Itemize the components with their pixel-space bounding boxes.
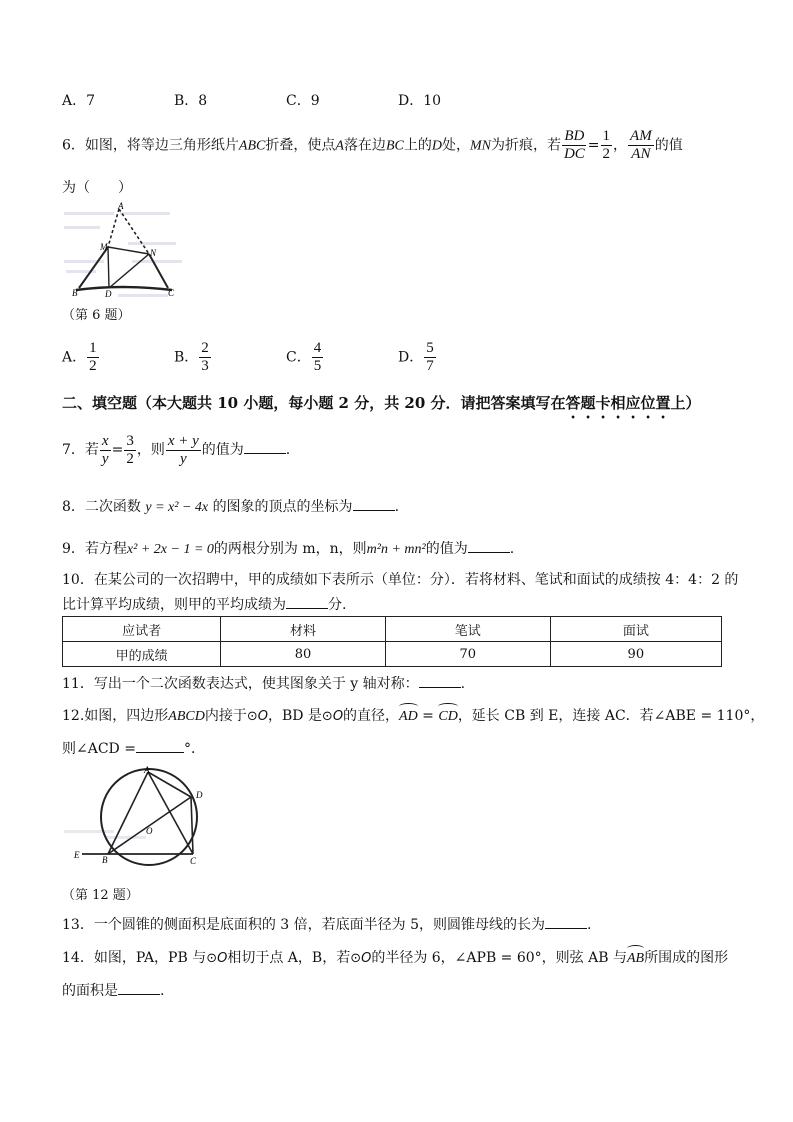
q5-option-d: D．10 [398, 93, 442, 109]
q7: 7．若 $\frac{x}{y}$ = $\frac{3}{2}$ ，则 $\frac{x + y}{y}$ 的值为 . [62, 432, 291, 467]
q6-ratio-am-an: $\frac{AM}{AN}$ [630, 128, 652, 162]
q13: 13．一个圆锥的侧面积是底面积的 3 倍，若底面半径为 5，则圆锥母线的长为 . [62, 914, 591, 935]
q6-option-a: A． $\frac{1}{2}$ [62, 340, 97, 374]
q10-score-table [62, 616, 722, 667]
q6-ratio-one-half: $\frac{1}{2}$ [602, 128, 611, 162]
table-header: 应试者 [63, 617, 221, 642]
q8-answer-blank[interactable] [353, 496, 395, 511]
table-header-row [63, 617, 722, 642]
q6-fig-label-m: M [100, 242, 108, 252]
q6-fig-label-d: D [105, 289, 112, 299]
table-cell: 70 [385, 642, 550, 667]
q10-line2: 比计算平均成绩，则甲的平均成绩为 分. [62, 594, 346, 615]
q5-option-a: A．7 [62, 93, 96, 109]
q14-answer-blank[interactable] [118, 980, 160, 995]
q12-fig-label-e: E [74, 850, 80, 860]
q14-stem: 14．如图，PA，PB 与⊙O相切于点 A，B，若⊙O的半径为 6，∠APB = 60°，则弦 AB 与AB所围成的图形 [62, 948, 728, 969]
q14-line2: 的面积是 . [62, 980, 164, 1001]
table-header: 笔试 [385, 617, 550, 642]
q5-option-b: B．8 [174, 93, 208, 109]
q12-answer-blank[interactable] [136, 738, 184, 753]
q6-option-b: B． $\frac{2}{3}$ [174, 340, 209, 374]
q12-fig-label-d: D [196, 790, 203, 800]
table-header: 材料 [221, 617, 386, 642]
q13-answer-blank[interactable] [545, 914, 587, 929]
q6-stem: 6．如图，将等边三角形纸片ABC折叠，使点A落在边BC上的D处，MN为折痕，若 $\frac{BD}{DC}$ = $\frac{1}{2}$ ， $\frac{AM}{AN}$ 的值 [62, 128, 683, 162]
q12-stem: 12.如图，四边形ABCD内接于⊙O，BD 是⊙O的直径，AD = CD，延长 CB 到 E，连接 AC．若∠ABE = 110°， [62, 706, 764, 727]
q6-fig-label-b: B [72, 288, 78, 298]
section-2-heading: 二、填空题（本大题共 10 小题，每小题 2 分，共 20 分．请把答案填写在答题卡相应位置上） [62, 394, 701, 412]
table-cell: 80 [221, 642, 386, 667]
table-row [63, 642, 722, 667]
q10-answer-blank[interactable] [286, 594, 328, 609]
q6-option-d: D． $\frac{5}{7}$ [398, 340, 434, 374]
q6-fig-label-n: N [150, 248, 157, 258]
q12-fig-label-o: O [146, 826, 153, 836]
table-header: 面试 [550, 617, 721, 642]
q6-caption: （第 6 题） [62, 308, 131, 323]
q12-fig-label-b: B [102, 855, 108, 865]
q12-line2: 则∠ACD = °． [62, 738, 205, 759]
q11: 11．写出一个二次函数表达式，使其图象关于 y 轴对称： . [62, 673, 465, 694]
q11-answer-blank[interactable] [419, 673, 461, 688]
q6-ratio-bd-dc: $\frac{BD}{DC}$ [563, 128, 585, 162]
q8: 8．二次函数 y = x² − 4x 的图象的顶点的坐标为 . [62, 496, 399, 518]
q9: 9．若方程x² + 2x − 1 = 0的两根分别为 m，n，则m²n + mn²的值为 . [62, 538, 514, 560]
q7-answer-blank[interactable] [244, 439, 286, 454]
q12-fig-label-c: C [190, 856, 197, 866]
table-cell: 90 [550, 642, 721, 667]
q6-figure [62, 200, 190, 304]
q12-figure [62, 764, 212, 868]
q12-fig-label-a: A [144, 765, 150, 775]
q6-fig-label-c: C [168, 288, 175, 298]
q12-caption: （第 12 题） [62, 888, 139, 903]
q6-stem-line2: 为（ ） [62, 180, 132, 196]
q9-answer-blank[interactable] [468, 538, 510, 553]
table-cell: 甲的成绩 [63, 642, 221, 667]
q10-line1: 10．在某公司的一次招聘中，甲的成绩如下表所示（单位：分）．若将材料、笔试和面试的成绩按 4：4：2 的 [62, 572, 739, 588]
q5-option-c: C．9 [286, 93, 320, 109]
q6-option-c: C． $\frac{4}{5}$ [286, 340, 322, 374]
q6-fig-label-a: A [118, 201, 124, 211]
